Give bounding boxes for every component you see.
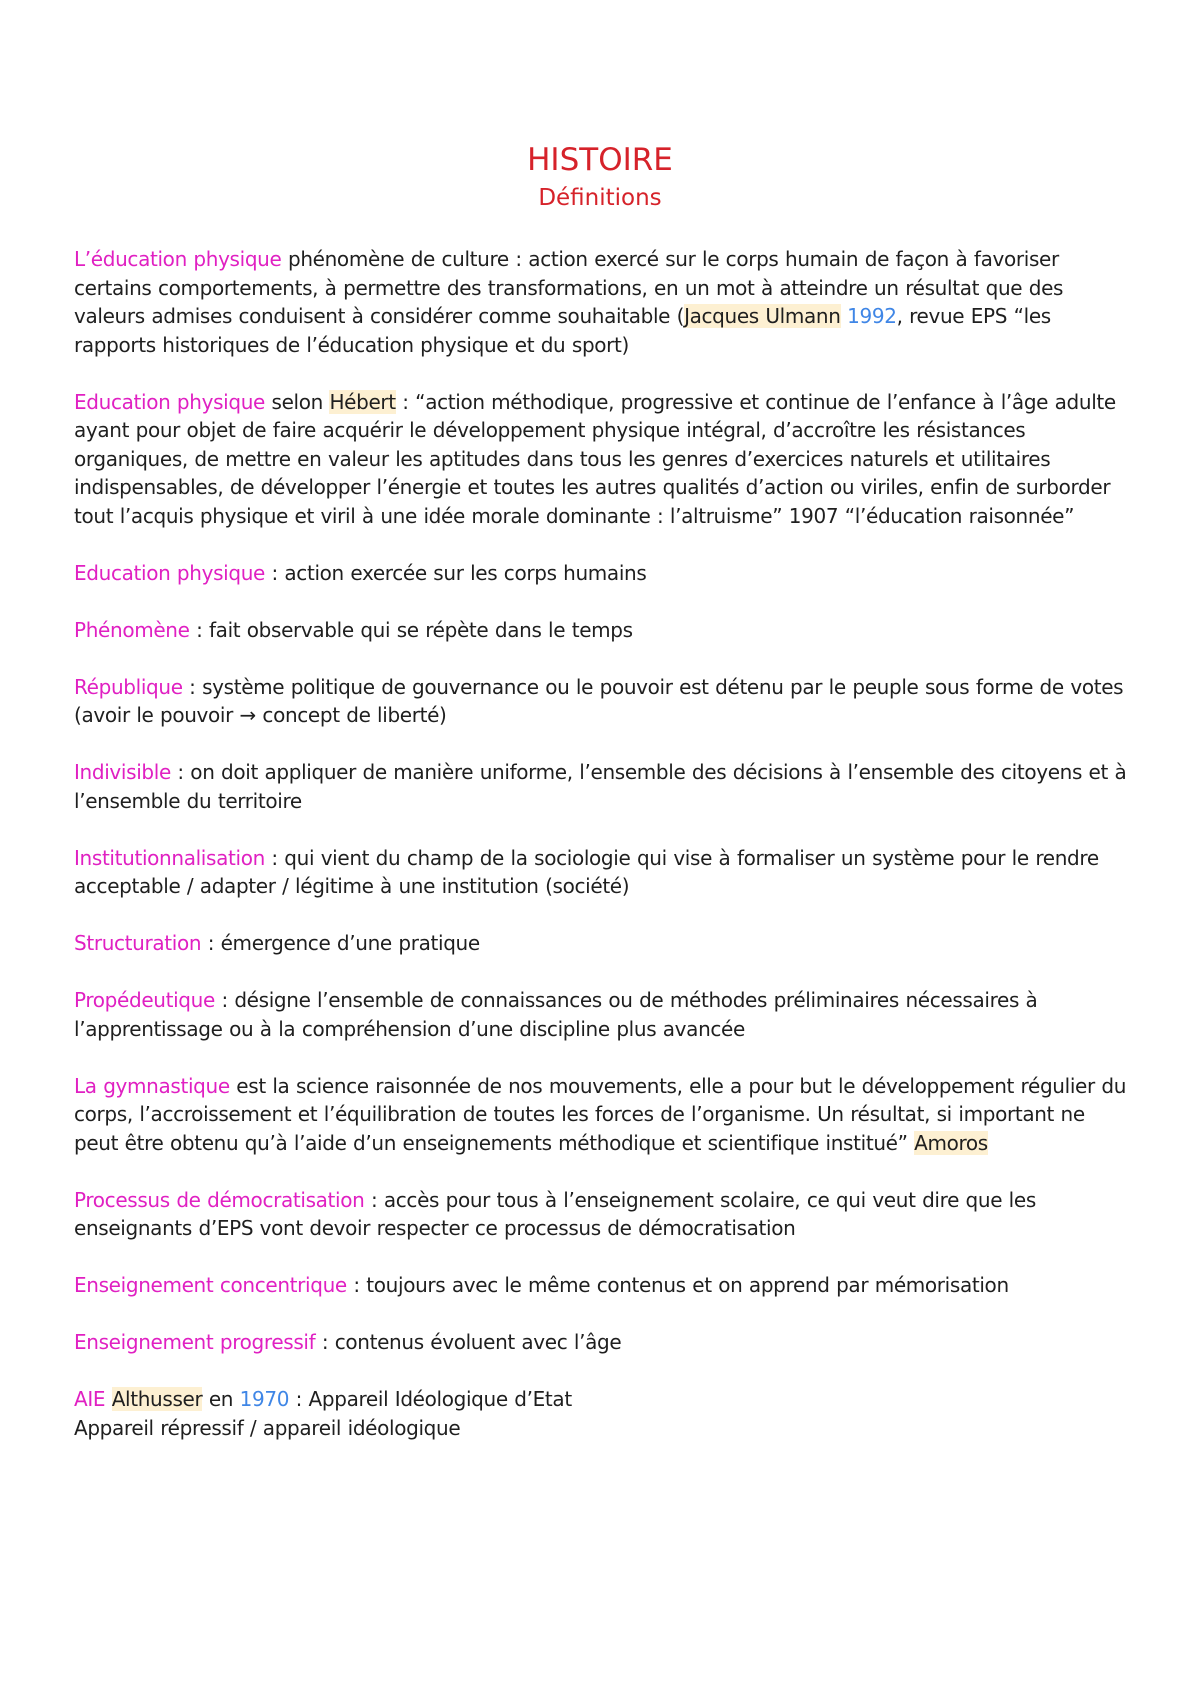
term-label: Indivisible	[74, 760, 171, 784]
author-highlight: Jacques Ulmann	[684, 304, 841, 328]
definition-text: : désigne l’ensemble de connaissances ou de méthodes préliminaires nécessaires à l’apprentissage ou à la compréhension d’une discipline plus avancée	[74, 988, 1038, 1041]
definition-indivisible	[74, 758, 1134, 815]
definitions-list	[74, 245, 1134, 1471]
page-title: HISTOIRE	[527, 142, 673, 178]
definition-text: : qui vient du champ de la sociologie qui vise à formaliser un système pour le rendre acceptable / adapter / légitime à une institution (société)	[74, 845, 1099, 898]
term-label: Institutionnalisation	[74, 845, 265, 870]
term-label: Propédeutique	[74, 988, 215, 1012]
term-label: Education physique	[74, 560, 265, 585]
author-highlight: Hébert	[329, 389, 396, 414]
definition-text: est la science raisonnée de nos mouvements, elle a pour but le développement régulier du corps, l’accroissement et l’équilibration de toutes les forces de l’organisme. Un résultat, si important ne peut être obtenu qu’à l’aide d’un enseignements méthodique et scientifique institué”	[74, 1073, 1127, 1155]
author-highlight: Althusser	[111, 1387, 203, 1411]
definition-text: : “action méthodique, progressive et continue de l’enfance à l’âge adulte ayant pour objet de faire acquérir le développement physique intégral, d’accroître les résistances organiques, de mettre en valeur les aptitudes dans tous les genres d’exercices naturels et utilitaires indispensables, de développer l’énergie et toutes les autres qualités d’action ou viriles, enfin de surborder tout l’acquis physique et viril à une idée morale dominante : l’altruisme” 1907 “l’éducation raisonnée”	[74, 389, 1116, 528]
definition-structuration	[74, 929, 1134, 958]
definition-text: en	[202, 1387, 240, 1411]
term-label: Enseignement concentrique	[74, 1273, 347, 1297]
term-label: Structuration	[74, 931, 202, 955]
definition-text: phénomène de culture : action exercé sur le corps humain de façon à favoriser certains comportements, à permettre des transformations, en un mot à atteindre un résultat que des valeurs admises conduisent à considérer comme souhaitable (	[74, 247, 1064, 328]
term-label: AIE	[74, 1387, 106, 1411]
definition-text: : système politique de gouvernance ou le pouvoir est détenu par le peuple sous forme de votes (avoir le pouvoir → concept de liberté)	[74, 674, 1124, 727]
definition-democratisation	[74, 1186, 1134, 1243]
author-highlight: Amoros	[914, 1130, 988, 1155]
definition-gymnastique	[74, 1072, 1134, 1158]
definition-text: : contenus évoluent avec l’âge	[315, 1330, 622, 1354]
definition-second-line: Appareil répressif / appareil idéologique	[74, 1415, 461, 1440]
definition-republique	[74, 673, 1134, 730]
term-label: Processus de démocratisation	[74, 1187, 365, 1212]
definition-institutionnalisation	[74, 844, 1134, 901]
definition-education-physique	[74, 559, 1134, 588]
definition-text: : action exercée sur les corps humains	[265, 560, 647, 585]
definition-text	[105, 1387, 112, 1411]
term-label: Enseignement progressif	[74, 1330, 316, 1354]
term-label: L’éducation physique	[74, 247, 282, 271]
definition-text: : toujours avec le même contenus et on apprend par mémorisation	[346, 1273, 1009, 1297]
definition-text: : accès pour tous à l’enseignement scolaire, ce qui veut dire que les enseignants d’EPS vont devoir respecter ce processus de démocratisation	[74, 1187, 1036, 1240]
definition-propedeutique	[74, 986, 1134, 1043]
definition-text: , revue EPS “les rapports historiques de l’éducation physique et du sport)	[74, 304, 1051, 357]
definition-education-physique-hebert	[74, 388, 1134, 531]
definition-enseignement-concentrique	[74, 1271, 1134, 1300]
definition-enseignement-progressif	[74, 1328, 1134, 1357]
definition-text: : on doit appliquer de manière uniforme, l’ensemble des décisions à l’ensemble des citoyens et à l’ensemble du territoire	[74, 760, 1127, 813]
definition-text: selon	[265, 389, 330, 414]
definition-education-physique-ulmann	[74, 245, 1134, 359]
definition-text: : émergence d’une pratique	[201, 931, 480, 955]
term-label: Education physique	[74, 389, 265, 414]
term-label: République	[74, 674, 183, 699]
term-label: Phénomène	[74, 617, 190, 642]
term-label: La gymnastique	[74, 1073, 230, 1098]
definition-text: : fait observable qui se répète dans le temps	[189, 617, 633, 642]
page-subtitle: Définitions	[538, 185, 662, 211]
year-label: 1970	[239, 1387, 290, 1411]
definition-text: : Appareil Idéologique d’Etat	[289, 1387, 572, 1411]
definition-aie	[74, 1385, 1134, 1442]
definition-phenomene	[74, 616, 1134, 645]
year-label: 1992	[847, 304, 897, 328]
